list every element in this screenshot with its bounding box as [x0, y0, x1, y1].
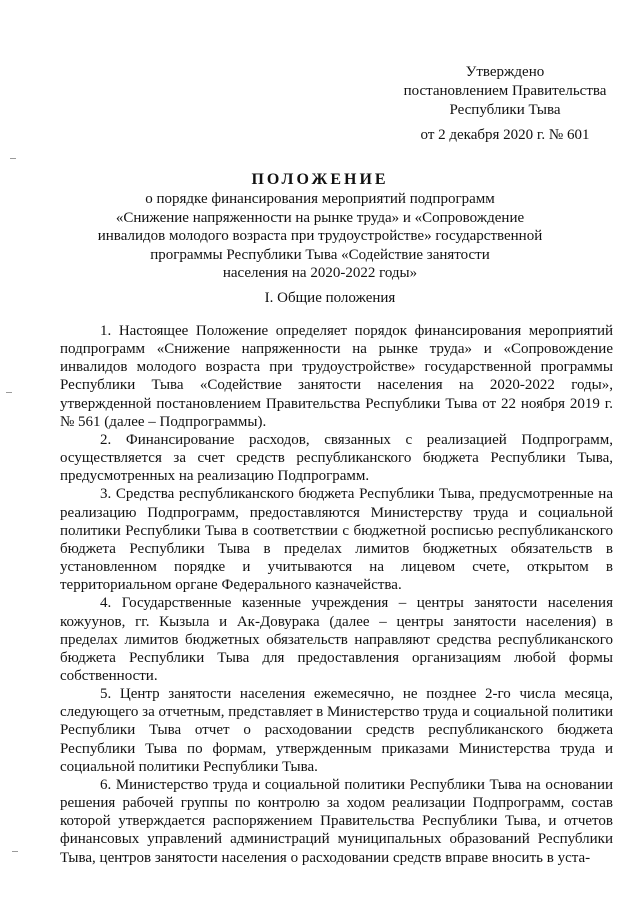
subtitle-line: о порядке финансирования мероприятий подпрограмм [145, 191, 495, 207]
subtitle-line: населения на 2020-2022 годы» [222, 265, 418, 281]
approval-stamp [395, 63, 615, 120]
document-heading [60, 170, 580, 283]
approval-line: Утверждено [465, 64, 545, 80]
paragraph-1: 1. Настоящее Положение определяет порядок финансирования мероприятий подпрограмм «Снижение напряженности на рынке труда» и «Сопровождение инвалидов молодого возраста при трудоустройстве» государственной программы Республики Тыва «Содействие занятости населения на 2020-2022 годы», утвержденной постановлением Правительства Республики Тыва от 22 ноября 2019 г. № 561 (далее – Подпрограммы). [60, 323, 613, 430]
scan-margin-mark [10, 158, 16, 159]
paragraph-6: 6. Министерство труда и социальной политики Республики Тыва на основании решения рабочей группы по контролю за ходом реализации Подпрограмм, состав которой утверждается распоряжением Правительства Республики Тыва, и отчетов финансовых управлений администраций муниципальных образований Республики Тыва, центров занятости населения о расходовании средств вправе вносить в уста- [60, 776, 613, 866]
approval-date: от 2 декабря 2020 г. № 601 [420, 127, 590, 143]
document-title: ПОЛОЖЕНИЕ [251, 171, 389, 188]
subtitle-line: инвалидов молодого возраста при трудоустройстве» государственной [97, 228, 543, 244]
document-subtitle [60, 190, 580, 283]
scan-margin-mark [12, 851, 18, 852]
paragraph-5: 5. Центр занятости населения ежемесячно, не позднее 2-го числа месяца, следующего за отчетным, представляет в Министерство труда и социальной политики Республики Тыва отчет о расходовании средств республиканского бюджета Республики Тыва по формам, утвержденным приказами Министерства труда и социальной политики Республики Тыва. [60, 686, 613, 775]
section-title: I. Общие положения [264, 290, 396, 306]
subtitle-line: «Снижение напряженности на рынке труда» и «Сопровождение [115, 209, 525, 226]
paragraph-2: 2. Финансирование расходов, связанных с реализацией Подпрограмм, осуществляется за счет средств республиканского бюджета Республики Тыва, предусмотренных на реализацию Подпрограмм. [60, 431, 613, 485]
document-body [60, 322, 613, 867]
paragraph-4: 4. Государственные казенные учреждения – центры занятости населения кожуунов, гг. Кызыла и Ак-Довурака (далее – центры занятости населения) в пределах лимитов бюджетных обязательств направляют средства республиканского бюджета Республики Тыва для предоставления организациям любой формы собственности. [60, 595, 613, 684]
scan-margin-mark [6, 392, 12, 393]
subtitle-line: программы Республики Тыва «Содействие занятости [150, 246, 490, 263]
approval-line: Республики Тыва [449, 102, 561, 118]
approval-line: постановлением Правительства [403, 83, 607, 99]
paragraph-3: 3. Средства республиканского бюджета Республики Тыва, предусмотренные на реализацию Подпрограмм, предоставляются Министерству труда и социальной политики Республики Тыва в соответствии с бюджетной росписью республиканского бюджета Республики Тыва в пределах лимитов бюджетных обязательств в установленном порядке и учитываются на лицевом счете, открытом в территориальном органе Федерального казначейства. [60, 486, 613, 594]
